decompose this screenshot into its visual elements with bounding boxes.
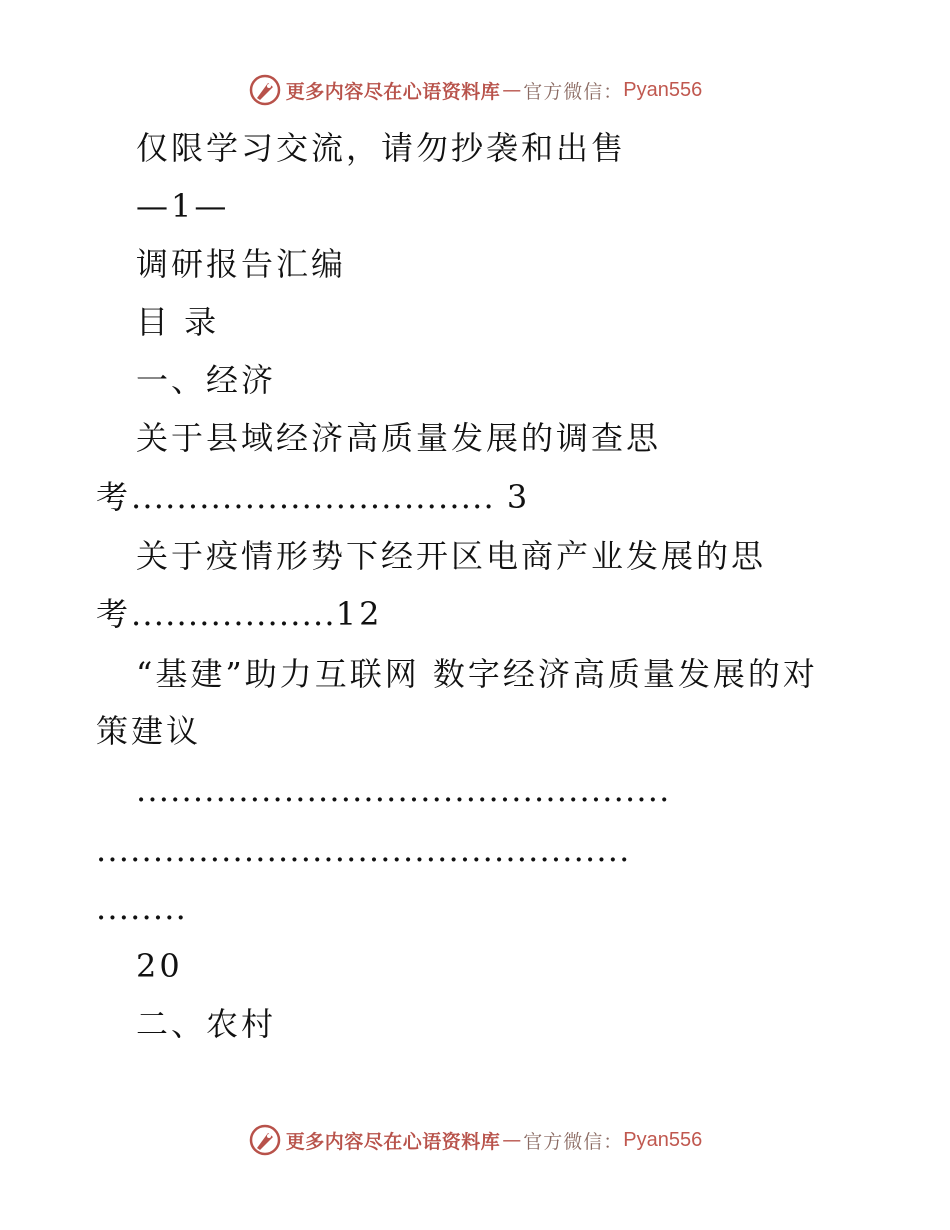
toc-leader: ............................................... [96, 831, 631, 869]
toc-entry-title-end: 考 [96, 478, 132, 516]
toc-leader: ............................................... [136, 771, 671, 809]
toc-leader: .................. [131, 595, 336, 633]
banner-label: 官方微信： [523, 1130, 624, 1153]
toc-entry-title: 关于县域经济高质量发展的调查思 [136, 419, 662, 457]
toc-leader: ........ [96, 889, 187, 927]
toc-heading: 目 录 [136, 303, 220, 341]
toc-entry-continuation [96, 594, 382, 634]
banner-wechat-id: Pyan556 [623, 1128, 703, 1151]
toc-leader: ................................ [131, 478, 495, 516]
footer-banner [0, 1120, 950, 1160]
toc-entry-continuation [96, 477, 530, 517]
section-heading-economy: 一、经济 [136, 361, 277, 399]
banner-separator: — [502, 1129, 522, 1151]
toc-page-number: 20 [136, 947, 183, 985]
pen-nib-icon [248, 73, 282, 107]
notice-line: 仅限学习交流，请勿抄袭和出售 [136, 129, 627, 167]
toc-entry-title-end: 策建议 [96, 712, 202, 750]
page-number: —1— [136, 187, 230, 225]
toc-entry-title: “基建”助力互联网 数字经济高质量发展的对 [136, 655, 818, 693]
banner-separator: — [502, 79, 522, 101]
banner-text: 更多内容尽在心语资料库 [285, 80, 501, 103]
collection-title: 调研报告汇编 [136, 245, 347, 283]
header-banner [0, 70, 950, 110]
banner-text: 更多内容尽在心语资料库 [285, 1130, 501, 1153]
pen-nib-icon [248, 1123, 282, 1157]
toc-entry-title: 关于疫情形势下经开区电商产业发展的思 [136, 537, 767, 575]
banner-label: 官方微信： [523, 80, 624, 103]
toc-page-number: 3 [506, 478, 531, 516]
toc-page-number: 12 [335, 595, 383, 633]
section-heading-rural: 二、农村 [136, 1005, 277, 1043]
toc-entry-title-end: 考 [96, 595, 132, 633]
banner-wechat-id: Pyan556 [623, 78, 703, 101]
